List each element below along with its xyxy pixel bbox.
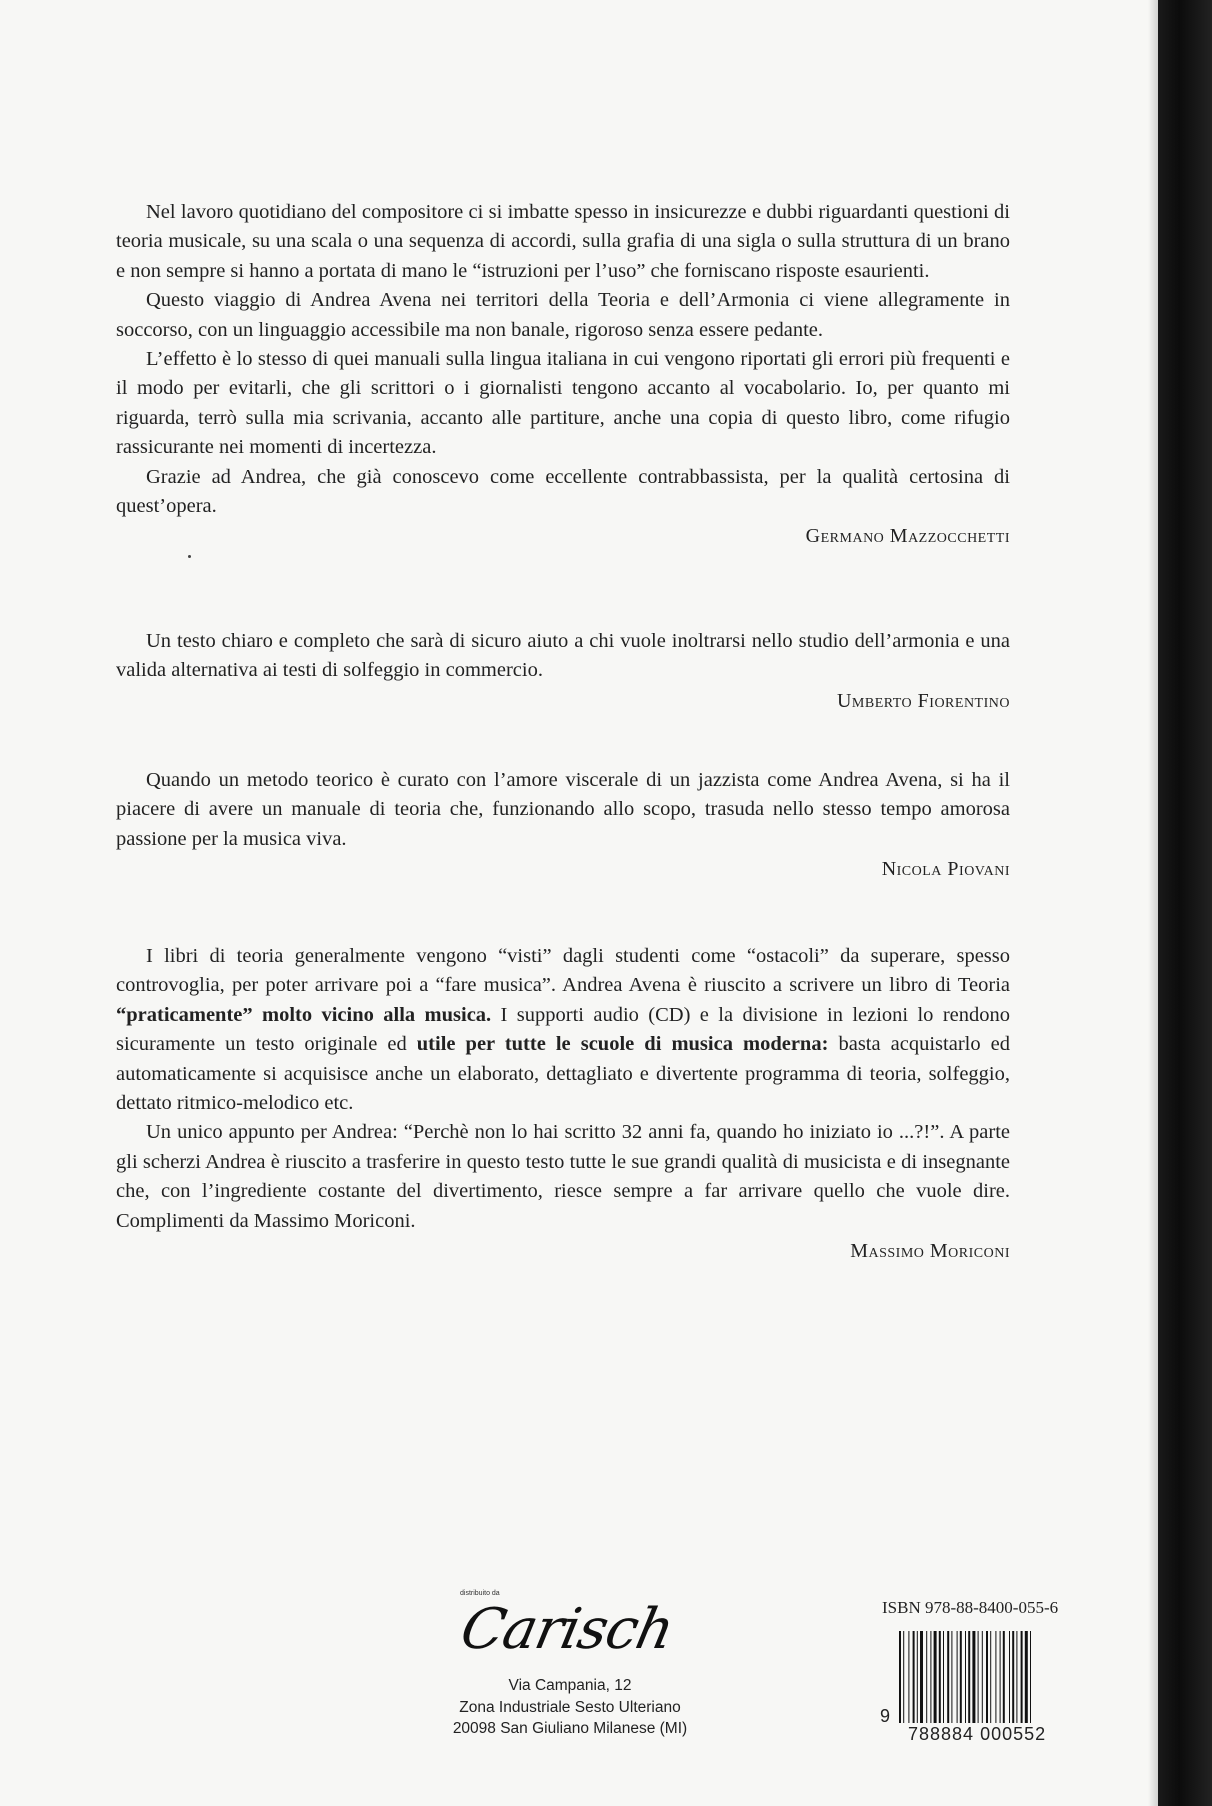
- review-paragraph: Nel lavoro quotidiano del compositore ci si imbatte spesso in insicurezze e dubbi riguardanti questioni di teoria musicale, su una scala o una sequenza di accordi, sulla grafia di una sigla o sulla struttura di un brano e non sempre si hanno a portata di mano le “istruzioni per l’uso” che forniscano risposte esaurienti.: [116, 201, 1010, 282]
- review-author: Massimo Moriconi: [850, 1240, 1010, 1263]
- text-run: I supporti audio (CD) e la divisione in lezioni lo rendono sicuramente un testo originale ed: [116, 1003, 1010, 1056]
- barcode-bar: [965, 1631, 966, 1723]
- barcode-bar: [1000, 1631, 1001, 1723]
- barcode-digits: 788884 000552: [908, 1724, 1078, 1745]
- barcode-bar: [903, 1631, 904, 1723]
- barcode-bar: [939, 1631, 941, 1723]
- barcode-bar: [899, 1631, 901, 1723]
- isbn-number: ISBN 978-88-8400-055-6: [882, 1598, 1059, 1617]
- barcode-bar: [1030, 1631, 1031, 1723]
- barcode-bar: [1012, 1631, 1014, 1723]
- review-fiorentino: [116, 627, 1010, 716]
- address-line: Via Campania, 12: [508, 1677, 632, 1694]
- barcode-bar: [920, 1631, 923, 1723]
- bold-text-run: “praticamente” molto vicino alla musica.: [116, 1003, 492, 1026]
- barcode-bar: [972, 1631, 975, 1723]
- barcode-bar: [968, 1631, 970, 1723]
- barcode-bar: [917, 1631, 918, 1723]
- barcode-bar: [982, 1631, 983, 1723]
- barcode-bar: [908, 1631, 909, 1723]
- review-mazzocchetti: [116, 198, 1010, 552]
- isbn-block: [872, 1598, 1082, 1748]
- review-paragraph: [116, 942, 1010, 1118]
- barcode-bar: [1025, 1631, 1028, 1723]
- barcode-bar: [947, 1631, 949, 1723]
- barcode-bar: [1016, 1631, 1017, 1723]
- publisher-block: [420, 1585, 720, 1765]
- publisher-address: [420, 1675, 720, 1740]
- address-line: Zona Industriale Sesto Ulteriano: [459, 1698, 681, 1716]
- review-paragraph: L’effetto è lo stesso di quei manuali sulla lingua italiana in cui vengono riportati gli errori più frequenti e il modo per evitarli, che gli scrittori o i giornalisti tengono accanto al vocabolario. Io, per quanto mi riguarda, terrò sulla mia scrivania, accanto alle partiture, anche una copia di questo libro, come rifugio rassicurante nei momenti di incertezza.: [116, 348, 1010, 459]
- barcode-bar: [943, 1631, 944, 1723]
- spine-shadow: [1148, 0, 1158, 1806]
- barcode-bar: [1021, 1631, 1023, 1723]
- stray-mark: [188, 555, 191, 558]
- distributed-by-label: distribuito da: [460, 1590, 500, 1597]
- review-author: Germano Mazzocchetti: [805, 525, 1010, 548]
- barcode-bar: [978, 1631, 979, 1723]
- review-author: Nicola Piovani: [881, 858, 1010, 881]
- address-line: 20098 San Giuliano Milanese (MI): [452, 1720, 688, 1737]
- review-paragraph: Un unico appunto per Andrea: “Perchè non lo hai scritto 32 anni fa, quando ho iniziato io ...?!”. A parte gli scherzi Andrea è riuscito a trasferire in questo testo tutte le sue grandi qualità di musicista e di insegnante che, con l’ingrediente costante del divertimento, riesce sempre a far arrivare quello che vuole dire. Complimenti da Massimo Moriconi.: [116, 1121, 1010, 1232]
- barcode-bar: [960, 1631, 962, 1723]
- carisch-logo: Carisch: [455, 1597, 680, 1662]
- barcode-bar: [990, 1631, 991, 1723]
- text-run: I libri di teoria generalmente vengono “visti” dagli studenti come “ostacoli” da superare, spesso controvoglia, per poter arrivare poi a “fare musica”. Andrea Avena è riuscito a scrivere un libro di Teoria: [116, 945, 1010, 997]
- book-spine: [1158, 0, 1212, 1806]
- barcode-bar: [951, 1631, 952, 1723]
- review-moriconi: [116, 942, 1010, 1266]
- text-run: basta acquistarlo ed automaticamente si acquisisce anche un elaborato, dettagliato e divertente programma di teoria, solfeggio, dettato ritmico-melodico etc.: [116, 1033, 1011, 1115]
- barcode-bar: [1009, 1631, 1010, 1723]
- review-author: Umberto Fiorentino: [836, 689, 1010, 712]
- barcode-bar: [995, 1631, 996, 1723]
- barcode-bar: [913, 1631, 915, 1723]
- review-paragraph: Questo viaggio di Andrea Avena nei territori della Teoria e dell’Armonia ci viene allegramente in soccorso, con un linguaggio accessibile ma non banale, rigoroso senza essere pedante.: [116, 289, 1010, 341]
- barcode-bar: [1003, 1631, 1005, 1723]
- barcode: [898, 1631, 1073, 1723]
- barcode-bar: [986, 1631, 988, 1723]
- review-paragraph: Grazie ad Andrea, che già conoscevo come eccellente contrabbassista, per la qualità certosina di quest’opera.: [116, 465, 1010, 518]
- review-paragraph: Un testo chiaro e completo che sarà di sicuro aiuto a chi vuole inoltrarsi nello studio dell’armonia e una valida alternativa ai testi di solfeggio in commercio.: [116, 630, 1010, 682]
- bold-text-run: utile per tutte le scuole di musica moderna:: [416, 1033, 829, 1056]
- review-piovani: [116, 766, 1010, 885]
- barcode-bar: [957, 1631, 958, 1723]
- barcode-bar: [930, 1631, 931, 1723]
- barcode-bar: [934, 1631, 937, 1723]
- barcode-first-digit: 9: [880, 1706, 891, 1726]
- barcode-bar: [926, 1631, 927, 1723]
- review-paragraph: Quando un metodo teorico è curato con l’amore viscerale di un jazzista come Andrea Avena, si ha il piacere di avere un manuale di teoria che, funzionando allo scopo, trasuda nello stesso tempo amorosa passione per la musica viva.: [116, 769, 1010, 850]
